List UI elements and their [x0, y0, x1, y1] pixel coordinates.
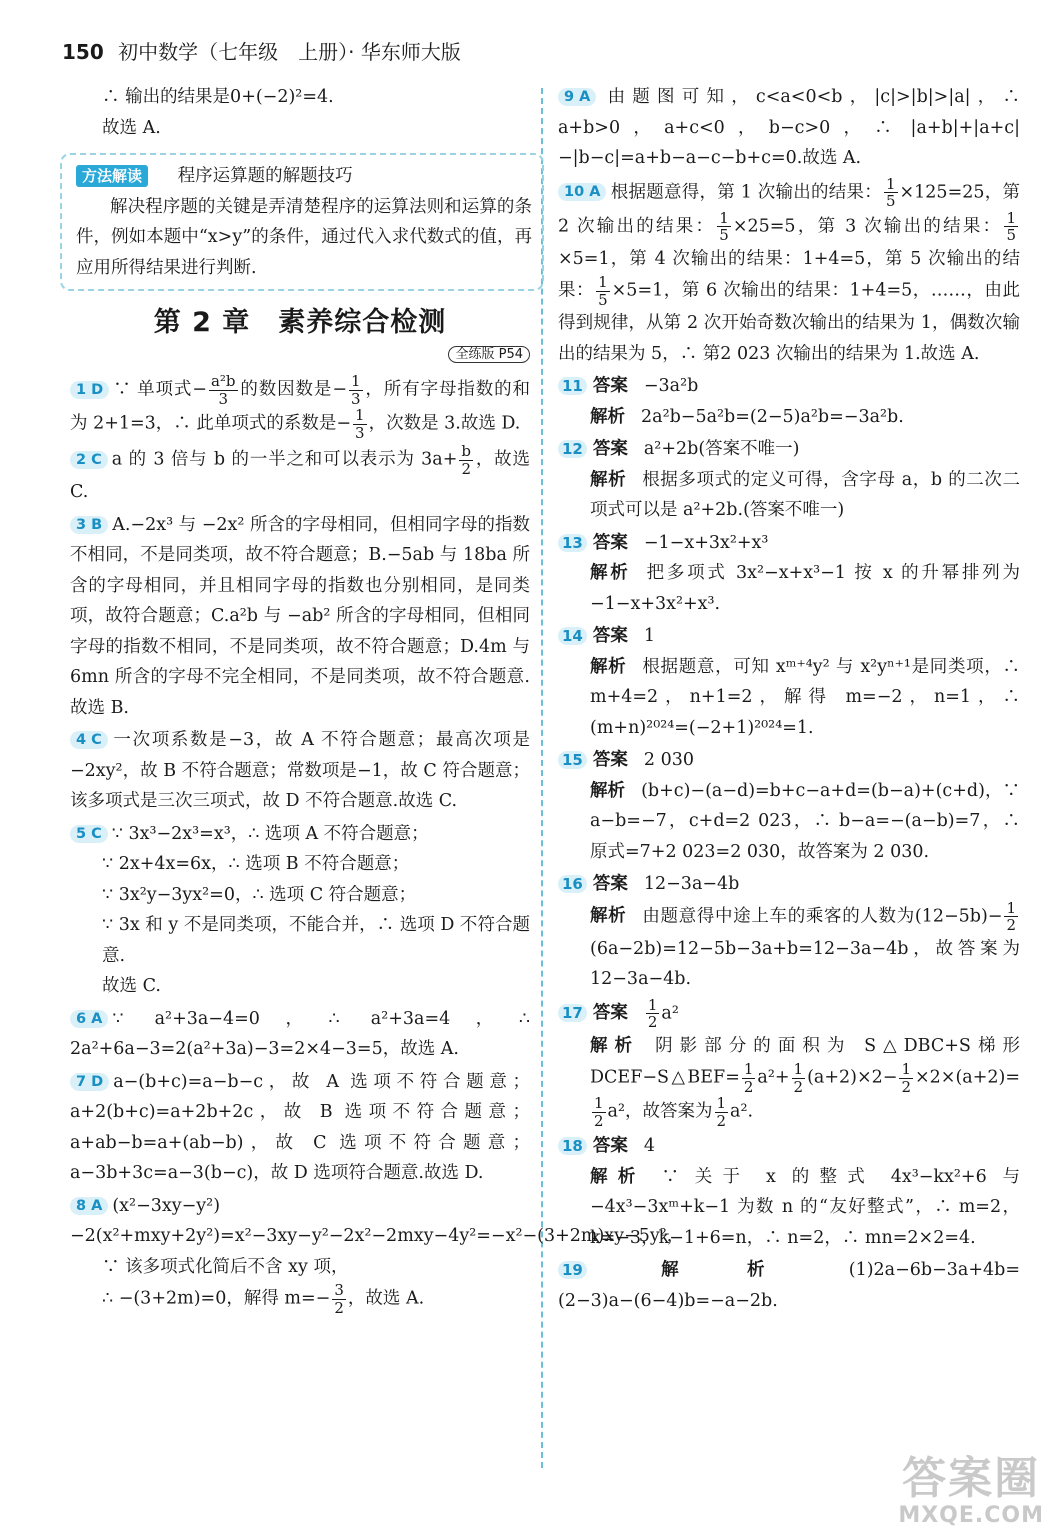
intro-line-1: ∴ 输出的结果是0+(−2)²=4.	[102, 87, 334, 107]
answer-18: 18 答案 4 解析 ∵ 关于 x 的整式 4x³−kx²+6 与−4x³−3xᵐ+k−1 为数 n 的“友好整式”，∴ m=2，k=−3，k−1+6=n，∴ n=2，∴ mn=2×2=4.	[558, 1131, 1020, 1253]
answer-7: 7 D a−(b+c)=a−b−c，故 A 选项不符合题意；a+2(b+c)=a+2b+2c，故 B 选项不符合题意；a+ab−b=a+(ab−b)，故 C 选项不符合题意；a−3b+3c=a−3(b−c)，故 D 选项符合题意.故选 D.	[70, 1071, 530, 1183]
answer-4: 4 C 一次项系数是−3，故 A 不符合题意；最高次项是 −2xy²，故 B 不符合题意；常数项是−1，故 C 符合题意；该多项式是三次三项式，故 D 不符合题意.故选 C.	[70, 730, 530, 811]
answer-17: 17 答案 $\frac{1}{2}$ a² 解析 阴影部分的面积为 S△DBC+S梯形DCEF−S△BEF= $\frac{1}{2}$ a²+ $\frac{1}{2}$ (a+2)×2− $\frac{1}{2}$ ×2×(a+2)= $\frac{1}{2}$ a²，故答案为 $\frac{1}{2}$ a².	[558, 997, 1020, 1130]
answer-3: 3 B A.−2x³ 与 −2x² 所含的字母相同，但相同字母的指数不相同，不是同类项，故不符合题意；B.−5ab 与 18ba 所含的字母相同，并且相同字母的指数也分别相同，是同类项，故符合题意；C.a²b 与 −ab² 所含的字母相同，但相同字母的指数不相同，不是同类项，故不符合题意；D.4m 与 6mn 所含的字母不完全相同，不是同类项，故不符合题意.故选 B.	[70, 514, 530, 718]
method-title: 程序运算题的解题技巧	[177, 166, 353, 186]
answer-9: 9 A 由题图可知，c<a<0<b，|c|>|b|>|a|，∴ a+b>0，a+c<0，b−c>0，∴ |a+b|+|a+c|−|b−c|=a+b−a−c−b+c=0.故选 A.	[558, 87, 1020, 168]
q1-tag: 1 D	[70, 381, 109, 399]
answer-13: 13 答案 −1−x+3x²+x³ 解析 把多项式 3x²−x+x³−1 按 x 的升幂排列为−1−x+3x²+x³.	[558, 528, 1020, 620]
q8-tag: 8 A	[70, 1197, 108, 1215]
answer-6: 6 A ∵ a²+3a−4=0，∴ a²+3a=4，∴ 2a²+6a−3=2(a²+3a)−3=2×4−3=5，故选 A.	[70, 1008, 530, 1059]
page-header	[62, 36, 461, 65]
column-divider	[541, 88, 543, 1468]
q5-tag: 5 C	[70, 825, 108, 843]
answer-15: 15 答案 2 030 解析 (b+c)−(a−d)=b+c−a+d=(b−a)+(c+d)，∵ a−b=−7，c+d=2 023，∴ b−a=−(a−b)=7，∴ 原式=7+2 023=2 030，故答案为 2 030.	[558, 745, 1020, 867]
answer-14: 14 答案 1 解析 根据题意，可知 xᵐ⁺⁴y² 与 x²yⁿ⁺¹是同类项，∴ m+4=2，n+1=2，解得 m=−2，n=1，∴ (m+n)²⁰²⁴=(−2+1)²⁰²⁴=1.	[558, 621, 1020, 743]
chapter-title: 第 2 章 素养综合检测	[153, 307, 447, 338]
answer-8: 8 A (x²−3xy−y²)−2(x²+mxy+2y²)=x²−3xy−y²−2x²−2mxy−4y²=−x²−(3+2m)xy−5y²， ∵ 该多项式化简后不含 xy 项， ∴ −(3+2m)=0，解得 m=− $\frac{3}{2}$ ，故选 A.	[70, 1195, 685, 1317]
answer-16: 16 答案 12−3a−4b 解析 由题意得中途上车的乘客的人数为(12−5b)− $\frac{1}{2}$ (6a−2b)=12−5b−3a+b=12−3a−4b，故答案为 12−3a−4b.	[558, 869, 1020, 995]
answer-12: 12 答案 a²+2b(答案不唯一) 解析 根据多项式的定义可得，含字母 a，b 的二次二项式可以是 a²+2b.(答案不唯一)	[558, 434, 1020, 526]
q4-tag: 4 C	[70, 731, 108, 749]
book-title: 初中数学（七年级 上册）· 华东师大版	[118, 40, 461, 64]
answer-2: 2 C a 的 3 倍与 b 的一半之和可以表示为 3a+ $\frac{b}{2}$ ，故选 C.	[70, 442, 530, 502]
q6-tag: 6 A	[70, 1010, 108, 1028]
q7-tag: 7 D	[70, 1073, 109, 1091]
answer-1: 1 D ∵ 单项式− $\frac{\text{a²b}}{3}$ 的数因数是− $\frac{1}{3}$ ，所有字母指数的和为 2+1=3，∴ 此单项式的系数是− $\frac{1}{3}$ ，次数是 3.故选 D.	[70, 372, 530, 442]
method-body: 解决程序题的关键是弄清楚程序的运算法则和运算的条件，例如本题中“x>y”的条件，通过代入求代数式的值，再应用所得结果进行判断.	[76, 196, 532, 278]
watermark-logo: 答案圈 MXQE.COM	[898, 1453, 1044, 1528]
intro-line-2: 故选 A.	[102, 117, 161, 138]
chapter-ref-badge: 全练版 P54	[448, 346, 530, 363]
q9-tag: 9 A	[558, 88, 596, 106]
page-number: 150	[62, 40, 104, 64]
method-tag: 方法解读	[76, 165, 148, 187]
answer-5: 5 C ∵ 3x³−2x³=x³，∴ 选项 A 不符合题意； ∵ 2x+4x=6x，∴ 选项 B 不符合题意； ∵ 3x²y−3yx²=0，∴ 选项 C 符合题意； ∵ 3x 和 y 不是同类项，不能合并，∴ 选项 D 不符合题意. 故选 C.	[70, 819, 530, 1002]
answer-19: 19 解析 (1)2a−6b−3a+4b=(2−3)a−(6−4)b=−a−2b.	[558, 1260, 1020, 1311]
right-column	[558, 82, 1020, 1318]
q10-tag: 10 A	[558, 183, 606, 201]
q3-tag: 3 B	[70, 516, 108, 534]
method-box	[60, 153, 544, 291]
q2-tag: 2 C	[70, 451, 108, 469]
answer-11: 11 答案 −3a²b 解析 2a²b−5a²b=(2−5)a²b=−3a²b.	[558, 371, 1020, 432]
answer-10: 10 A 根据题意得，第 1 次输出的结果： $\frac{1}{5}$ ×125=25，第 2 次输出的结果： $\frac{1}{5}$ ×25=5，第 3 次输出的结果： $\frac{1}{5}$ ×5=1，第 4 次输出的结果：1+4=5，第 5 次输出的结果： $\frac{1}{5}$ ×5=1，第 6 次输出的结果：1+4=5，……，由此得到规律，从第 2 次开始奇数次输出的结果为 1，偶数次输出的结果为 5，∴ 第2 023 次输出的结果为 1.故选 A.	[558, 174, 1020, 364]
